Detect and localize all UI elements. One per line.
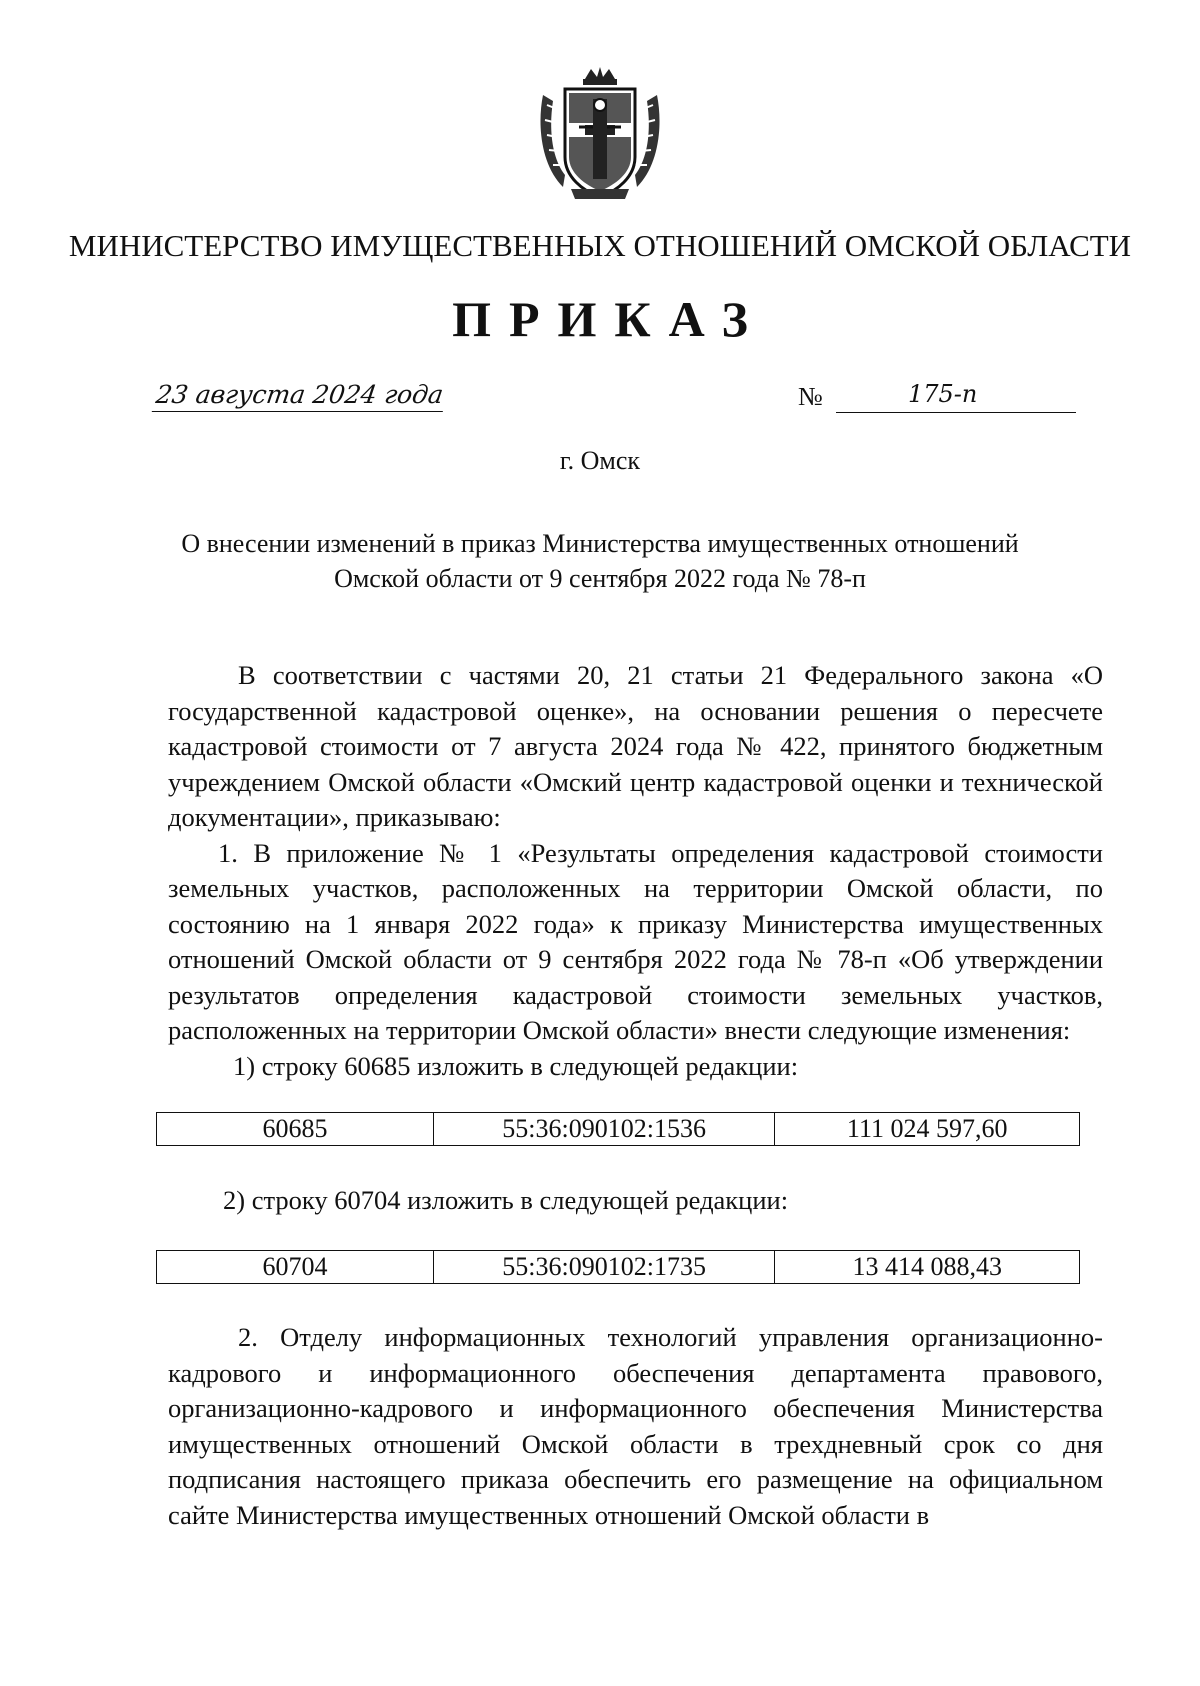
number-sign: № [798, 382, 823, 411]
order-body-part-1 [168, 658, 1103, 1084]
cadastral-value-cell: 111 024 597,60 [775, 1113, 1080, 1146]
order-number [798, 382, 1078, 418]
subject-line-2: Омской области от 9 сентября 2022 года № 78-п [334, 564, 866, 593]
ministry-name: МИНИСТЕРСТВО ИМУЩЕСТВЕННЫХ ОТНОШЕНИЙ ОМСКОЙ ОБЛАСТИ [68, 228, 1132, 263]
cadastral-number-cell: 55:36:090102:1735 [433, 1251, 775, 1284]
city: г. Омск [559, 446, 641, 475]
order-subject [150, 526, 1050, 596]
table-row-60704 [156, 1250, 1080, 1284]
cadastral-value-cell: 13 414 088,43 [775, 1251, 1080, 1284]
handwritten-number: 175-п [908, 380, 978, 408]
intro-paragraph: В соответствии с частями 20, 21 статьи 21 Федерального закона «О государственной кадастровой оценке», на основании решения о пересчете кадастровой стоимости от 7 августа 2024 года № 422, принятого бюджетным учреждением Омской области «Омский центр кадастровой оценки и технической документации», приказываю: [168, 660, 1103, 832]
item-2-paragraph: 2. Отделу информационных технологий управления организационно-кадрового и информационного обеспечения департамента правового, организационно-кадрового и информационного обеспечения Министерства имущественных отношений Омской области в трехдневный срок со дня подписания настоящего приказа обеспечить его размещение на официальном сайте Министерства имущественных отношений Омской области в [168, 1322, 1103, 1530]
row-number-cell: 60685 [157, 1113, 434, 1146]
sub-item-2: 2) строку 60704 изложить в следующей редакции: [223, 1185, 789, 1215]
subject-line-1: О внесении изменений в приказ Министерства имущественных отношений [181, 529, 1019, 558]
coat-of-arms-emblem [535, 65, 665, 205]
row-number-cell: 60704 [157, 1251, 434, 1284]
handwritten-date: 23 августа 2024 года [152, 380, 447, 412]
table-row-60685 [156, 1112, 1080, 1146]
document-title: ПРИКАЗ [452, 291, 766, 347]
cadastral-number-cell: 55:36:090102:1536 [433, 1113, 775, 1146]
number-underline [836, 412, 1076, 413]
order-body-part-2 [168, 1320, 1103, 1533]
sub-item-1: 1) строку 60685 изложить в следующей редакции: [233, 1050, 799, 1081]
item-1-paragraph: 1. В приложение № 1 «Результаты определения кадастровой стоимости земельных участков, расположенных на территории Омской области, по состоянию на 1 января 2022 года» к приказу Министерства имущественных отношений Омской области от 9 сентября 2022 года № 78-п «Об утверждении результатов определения кадастровой стоимости земельных участков, расположенных на территории Омской области» внести следующие изменения: [168, 837, 1103, 1045]
